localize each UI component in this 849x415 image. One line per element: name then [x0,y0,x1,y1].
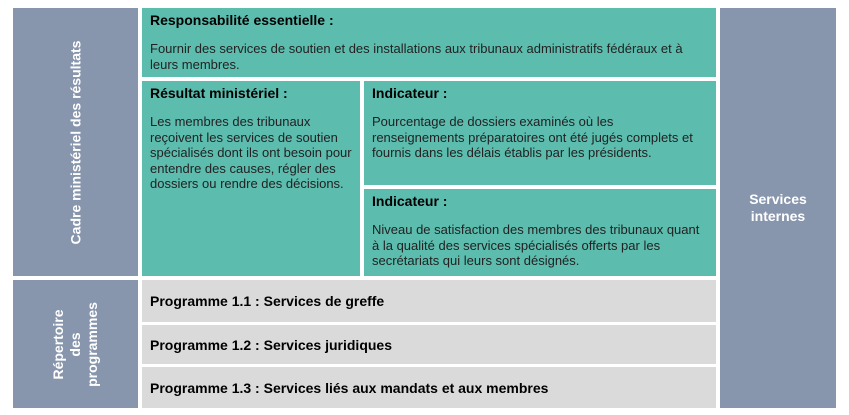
repertoire-programmes-text: Répertoire des programmes [50,301,100,387]
indicateur-title-1: Indicateur : [372,85,448,101]
programme-label-3: Programme 1.3 : Services liés aux mandats et aux membres [150,379,549,396]
resultat-title: Résultat ministériel : [150,85,288,101]
responsabilite-essentielle-box [142,8,716,77]
programme-label-1: Programme 1.1 : Services de greffe [150,293,385,309]
indicateur-text-1: Pourcentage de dossiers examinés où les renseignements préparatoires ont été jugés complets et fournis dans les délais établis par les présidents. [372,114,693,160]
indicateur-box-2 [364,189,716,276]
programme-row-2 [142,325,716,364]
services-internes-text: Services internes [749,191,807,224]
resultat-text: Les membres des tribunaux reçoivent les services de soutien spécialisés dont ils ont besoin pour entendre des causes, régler des dossiers ou rendre des décisions. [150,114,352,191]
repertoire-programmes-label [13,280,138,408]
services-internes-box [720,8,836,408]
programme-label-2: Programme 1.2 : Services juridiques [150,336,392,353]
programme-row-1 [142,280,716,322]
indicateur-title-2: Indicateur : [372,193,448,209]
indicateur-text-2: Niveau de satisfaction des membres des tribunaux quant à la qualité des services spécialisés offerts par les secrétariats qui leurs sont désignés. [372,222,700,268]
resultat-ministeriel-box [142,81,360,276]
cadre-ministeriel-text: Cadre ministériel des résultats [67,40,83,244]
responsabilite-title: Responsabilité essentielle : [150,12,334,28]
programme-row-3 [142,367,716,408]
responsabilite-text: Fournir des services de soutien et des installations aux tribunaux administratifs fédéraux et à leurs membres. [150,41,683,72]
cadre-ministeriel-label [13,8,138,276]
indicateur-box-1 [364,81,716,185]
